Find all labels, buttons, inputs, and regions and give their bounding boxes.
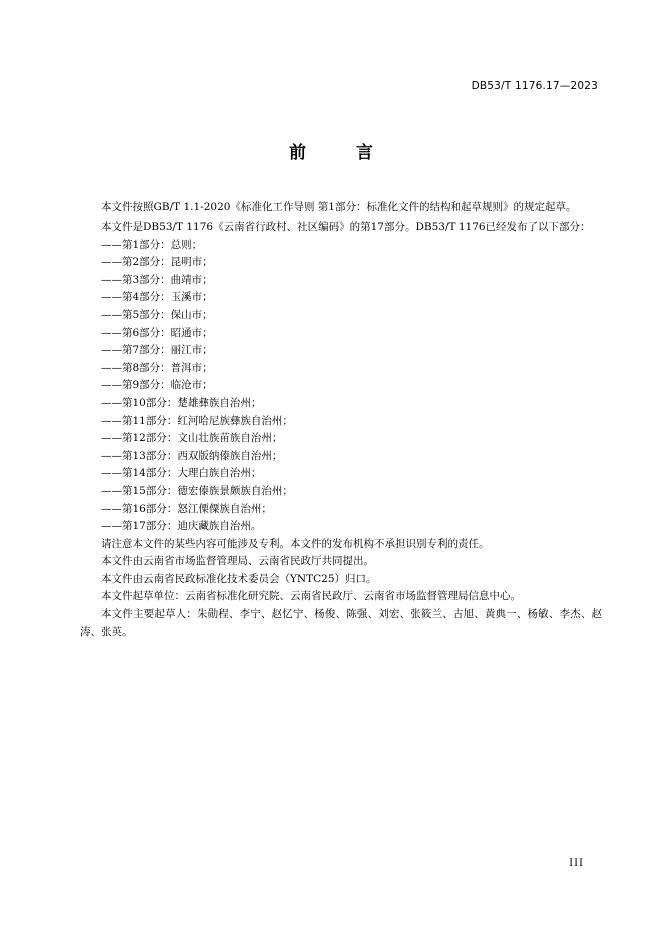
list-item: ——第11部分：红河哈尼族彝族自治州；	[101, 414, 293, 427]
list-item: ——第16部分：怒江傈僳族自治州；	[101, 502, 272, 515]
list-item: ——第2部分：昆明市；	[101, 256, 213, 269]
paragraph-drafting-rules: 本文件按照GB/T 1.1-2020《标准化工作导则 第1部分：标准化文件的结构和起草规则》的规定起草。	[101, 201, 577, 213]
list-item: ——第9部分：临沧市；	[101, 379, 213, 392]
paragraph-drafters: 本文件主要起草人：朱勋程、李宁、赵忆宁、杨俊、陈强、刘宏、张筱兰、古旭、黄典一、杨敏、李杰、赵涛、张英。	[80, 608, 602, 638]
list-item: ——第12部分：文山壮族苗族自治州；	[101, 432, 283, 445]
foreword-body	[80, 197, 602, 641]
list-item: ——第3部分：曲靖市；	[101, 273, 213, 286]
page-title: 前 言	[289, 143, 395, 163]
list-item: ——第1部分：总则；	[101, 238, 203, 251]
list-item: ——第13部分：西双版纳傣族自治州；	[101, 449, 283, 462]
list-item: ——第15部分：德宏傣族景颇族自治州；	[101, 484, 293, 497]
list-item: ——第17部分：迪庆藏族自治州。	[101, 520, 262, 533]
parts-list	[80, 237, 602, 536]
paragraph-proposed-by: 本文件由云南省市场监督管理局、云南省民政厅共同提出。	[101, 555, 374, 568]
paragraph-managed-by: 本文件由云南省民政标准化技术委员会（YNTC25）归口。	[101, 572, 377, 585]
list-item: ——第8部分：普洱市；	[101, 361, 213, 374]
list-item: ——第10部分：楚雄彝族自治州；	[101, 396, 262, 409]
list-item: ——第4部分：玉溪市；	[101, 291, 213, 304]
list-item: ——第5部分：保山市；	[101, 308, 213, 321]
document-code: DB53/T 1176.17—2023	[471, 80, 598, 92]
paragraph-part-intro: 本文件是DB53/T 1176《云南省行政村、社区编码》的第17部分。DB53/T 1176已经发布了以下部分：	[101, 221, 591, 233]
paragraph-patent-note: 请注意本文件的某些内容可能涉及专利。本文件的发布机构不承担识别专利的责任。	[101, 537, 490, 550]
list-item: ——第7部分：丽江市；	[101, 344, 213, 357]
page-number: III	[569, 858, 584, 869]
list-item: ——第6部分：昭通市；	[101, 326, 213, 339]
list-item: ——第14部分：大理白族自治州；	[101, 467, 262, 480]
paragraph-drafting-units: 本文件起草单位：云南省标准化研究院、云南省民政厅、云南省市场监督管理局信息中心。	[101, 590, 521, 603]
